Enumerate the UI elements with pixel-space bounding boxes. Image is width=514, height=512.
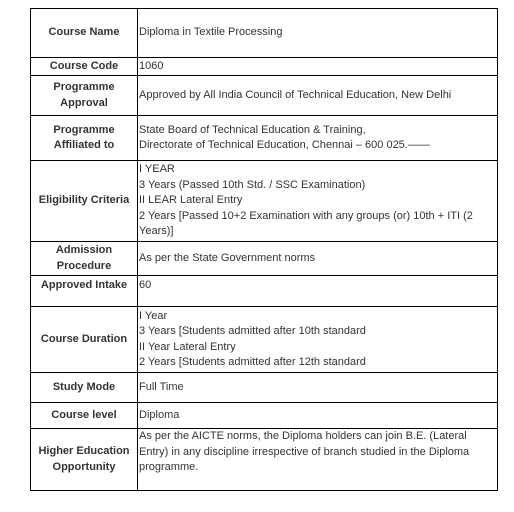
table-row-approved-intake	[31, 276, 498, 307]
programme-approval-text: Approved by All India Council of Technical Education, New Delhi	[139, 88, 452, 101]
course-code-text: 1060	[139, 59, 164, 72]
course-level-text: Diploma	[139, 408, 180, 421]
table-row-eligibility-criteria	[31, 161, 498, 242]
duration-line-1: I Year	[139, 309, 168, 322]
table-row-course-level	[31, 403, 498, 429]
table-row-course-code	[31, 58, 498, 76]
course-code-label: Course Code	[31, 58, 138, 76]
approved-intake-label: Approved Intake	[31, 276, 138, 307]
duration-line-3: II Year Lateral Entry	[139, 340, 236, 353]
eligibility-line-4: 2 Years [Passed 10+2 Examination with any groups (or) 10th + ITI (2 Years)]	[139, 209, 473, 238]
course-name-label: Course Name	[31, 9, 138, 58]
affiliated-line-1: State Board of Technical Education & Training,	[139, 123, 366, 136]
table-row-course-duration	[31, 307, 498, 373]
course-duration-value	[138, 307, 498, 373]
course-name-text: Diploma in Textile Processing	[139, 26, 283, 39]
course-level-value	[138, 403, 498, 429]
eligibility-line-1: I YEAR	[139, 163, 175, 176]
course-level-label: Course level	[31, 403, 138, 429]
duration-line-2: 3 Years [Students admitted after 10th standard	[139, 325, 366, 337]
affiliated-line-2: Directorate of Technical Education, Chennai – 600 025.——	[139, 139, 430, 151]
admission-procedure-label: Admission Procedure	[31, 242, 138, 276]
higher-education-value	[138, 429, 498, 491]
eligibility-criteria-value	[138, 161, 498, 242]
admission-procedure-value	[138, 242, 498, 276]
duration-line-4: 2 Years [Students admitted after 12th standard	[139, 356, 366, 368]
approved-intake-value	[138, 276, 498, 307]
higher-education-text: As per the AICTE norms, the Diploma holders can join B.E. (Lateral Entry) in any discipline irrespective of branch studied in the Diploma programme.	[139, 430, 470, 473]
course-details-table	[30, 8, 498, 491]
programme-affiliated-label: Programme Affiliated to	[31, 116, 138, 161]
course-code-value	[138, 58, 498, 76]
study-mode-label: Study Mode	[31, 373, 138, 403]
higher-education-label: Higher Education Opportunity	[31, 429, 138, 491]
table-row-higher-education	[31, 429, 498, 491]
eligibility-criteria-label: Eligibility Criteria	[31, 161, 138, 242]
eligibility-line-3: II LEAR Lateral Entry	[139, 194, 243, 207]
programme-affiliated-value	[138, 116, 498, 161]
admission-procedure-text: As per the State Government norms	[139, 251, 316, 264]
programme-approval-value	[138, 76, 498, 116]
study-mode-text: Full Time	[139, 380, 184, 393]
study-mode-value	[138, 373, 498, 403]
course-name-value	[138, 9, 498, 58]
table-row-programme-approval	[31, 76, 498, 116]
programme-approval-label: Programme Approval	[31, 76, 138, 116]
approved-intake-text: 60	[139, 279, 152, 291]
table-row-course-name	[31, 9, 498, 58]
table-row-study-mode	[31, 373, 498, 403]
table-row-programme-affiliated	[31, 116, 498, 161]
table-row-admission-procedure	[31, 242, 498, 276]
eligibility-line-2: 3 Years (Passed 10th Std. / SSC Examination)	[139, 178, 366, 191]
course-duration-label: Course Duration	[31, 307, 138, 373]
